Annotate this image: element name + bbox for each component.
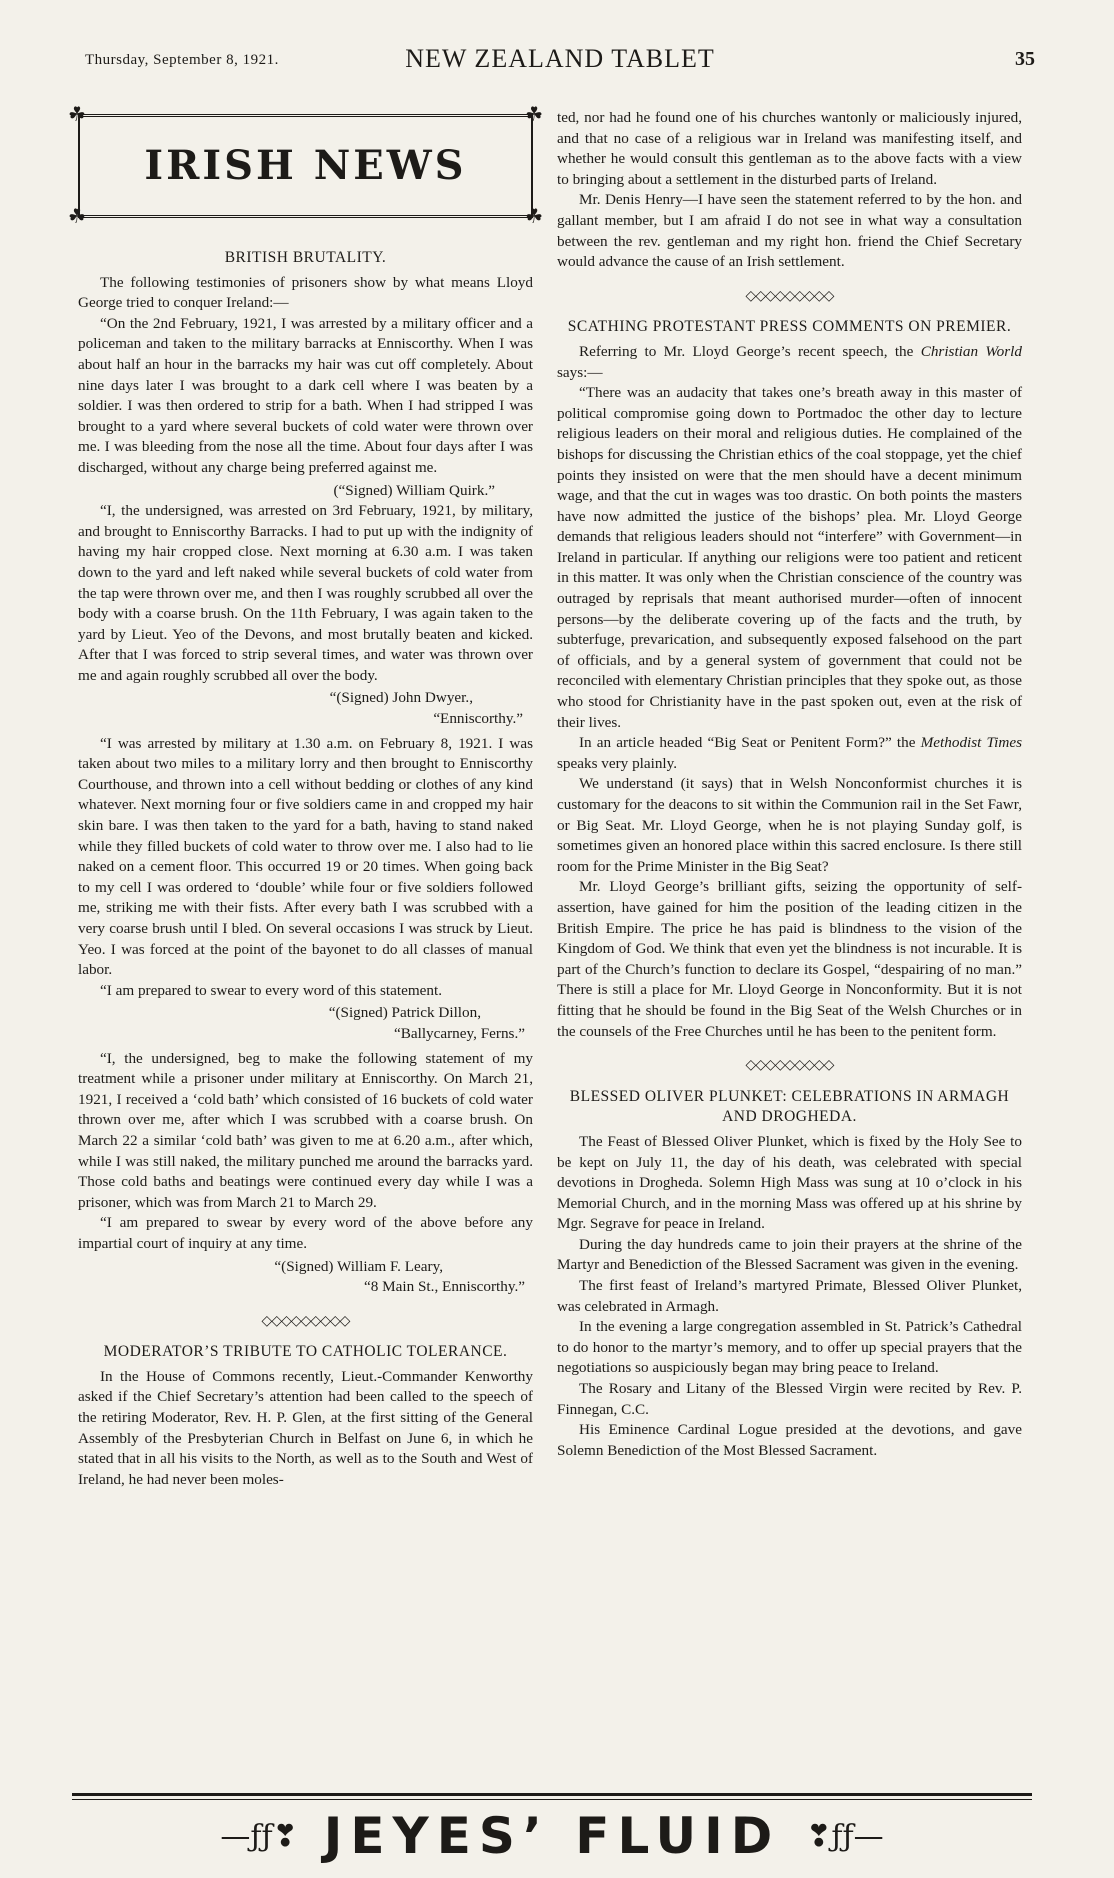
article-headline: MODERATOR’S TRIBUTE TO CATHOLIC TOLERANCE. (103, 1343, 508, 1361)
signature-location: “Enniscorthy.” (433, 710, 523, 728)
article-paragraph-continued: ted, nor had he found one of his churches wantonly or maliciously injured, and that no case of a religious war in Ireland was manifesting itself, and whether he would consult this gentleman as to the above facts with a view to bringing about a settlement in the disturbed parts of Ireland. (557, 109, 1022, 188)
article-paragraph: During the day hundreds came to join their prayers at the shrine of the Martyr and Benediction of the Blessed Sacrament was given in the evening. (557, 1235, 1022, 1274)
issue-date: Thursday, September 8, 1921. (85, 52, 279, 68)
irish-news-banner (68, 104, 543, 228)
signature-location: “Ballycarney, Ferns.” (393, 1024, 525, 1042)
shamrock-icon: ☘ (525, 206, 543, 228)
testimony-paragraph: “I am prepared to swear by every word of the above before any impartial court of inquiry at any time. (78, 1214, 533, 1252)
flourish-ornament-icon: ❣ƒƒ— (806, 1818, 884, 1854)
advertisement-banner (72, 1806, 1032, 1866)
publication-title: NEW ZEALAND TABLET (405, 44, 715, 73)
publication-name: Methodist Times (920, 734, 1022, 752)
article-paragraph: Mr. Denis Henry—I have seen the statement referred to by the hon. and gallant member, but I am afraid I do not see in what way a consultation between the rev. gentleman and my right hon. friend the Chief Secretary would advance the cause of an Irish settlement. (557, 191, 1022, 271)
article-paragraph: In an article headed “Big Seat or Penitent Form?” the Methodist Times speaks very plainly. (557, 734, 1022, 772)
article-paragraph: We understand (it says) that in Welsh Nonconformist churches it is customary for the deacons to sit within the Communion rail in the Set Fawr, or Big Seat. Mr. Lloyd George, when he is not playing Sunday golf, is sometimes given an honored place within this sacred enclosure. Is there still room for the Prime Minister in the Big Seat? (557, 775, 1022, 875)
advertisement-text: JEYES’ FLUID (323, 1807, 781, 1865)
article-paragraph: The following testimonies of prisoners show by what means Lloyd George tried to conquer Ireland:— (78, 273, 533, 312)
signature-location: “8 Main St., Enniscorthy.” (364, 1278, 525, 1296)
testimony-paragraph: “I am prepared to swear to every word of this statement. (100, 981, 443, 999)
signature: “(Signed) Patrick Dillon, (328, 1004, 481, 1022)
left-column (68, 104, 543, 1490)
article-paragraph: In the House of Commons recently, Lieut.-Commander Kenworthy asked if the Chief Secretary’s attention had been called to the speech of the retiring Moderator, Rev. H. P. Glen, at the first sitting of the General Assembly of the Presbyterian Church in Belfast on June 6, in which he stated that in all his visits to the North, as well as to the South and West of Ireland, he had never been moles- (78, 1367, 533, 1488)
article-paragraph: Referring to Mr. Lloyd George’s recent speech, the Christian World says:— (557, 342, 1022, 381)
signature: “(Signed) John Dwyer., (329, 689, 473, 707)
article-paragraph: In the evening a large congregation assembled in St. Patrick’s Cathedral to do honor to the martyr’s memory, and to offer up special prayers that the negotiations so auspiciously began may bring peace to Ireland. (557, 1318, 1022, 1377)
testimony-paragraph: “On the 2nd February, 1921, I was arrested by a military officer and a policeman and taken to the military barracks at Enniscorthy. When I was about half an hour in the barracks my hair was cut off completely. About nine days later I was brought to a dark cell where I was beaten by a soldier. I was then ordered to strip for a bath. When I had stripped I was brought to a yard where several buckets of cold water were thrown over me. I was bleeding from the nose all the time. About four days after I was discharged, without any charge being preferred against me. (78, 314, 533, 476)
article-paragraph: Mr. Lloyd George’s brilliant gifts, seizing the opportunity of self-assertion, have gained for him the position of the leading citizen in the British Empire. The price he has paid is blindness to the vision of the Kingdom of God. We think that even yet the blindness is not incurable. It is part of the Church’s function to declare its Gospel, “despairing of no man.” There is still a place for Mr. Lloyd George in Nonconformity. But it is not fitting that he should be found in the Big Seat of the Welsh Churches or in the counsels of the Free Churches until he has been to the penitent form. (557, 878, 1022, 1040)
article-headline: SCATHING PROTESTANT PRESS COMMENTS ON PREMIER. (567, 318, 1012, 336)
section-title: IRISH NEWS (144, 141, 467, 189)
section-divider: ◇◇◇◇◇◇◇◇◇ (745, 288, 834, 304)
shamrock-icon: ☘ (68, 104, 86, 126)
footer-rule (72, 1799, 1032, 1800)
section-divider: ◇◇◇◇◇◇◇◇◇ (261, 1313, 350, 1329)
article-paragraph: The first feast of Ireland’s martyred Primate, Blessed Oliver Plunket, was celebrated in Armagh. (557, 1277, 1022, 1315)
article-paragraph: “There was an audacity that takes one’s breath away in this master of political compromise going down to Portmadoc the other day to lecture religious leaders on their moral and religious duties. He complained of the bishops for discussing the Christian ethics of the coal stoppage, yet the chief points they insisted on were that the men should have a decent minimum wage, and that the cut in wages was too drastic. On both points the masters have now admitted the justice of the bishops’ plea. Mr. Lloyd George demands that religious leaders should not “interfere” with Government—in Ireland in particular. If anything our religions were too patient and reticent in this matter. It was only when the Christian conscience of the country was outraged by reprisals that meant authorised murder—often of innocent persons—by the deliberate covering up of the facts and the truth, by subterfuge, prevarication, and subsequently exposed falsehood on the part of officials, and by a general system of government that could not be reconciled with elementary Christian principles that they spoke out, as those who stood for Christianity have in the past spoken out, even at the risk of their lives. (557, 384, 1022, 731)
article-headline: BLESSED OLIVER PLUNKET: CELEBRATIONS IN ARMAGH AND DROGHEDA. (569, 1087, 1010, 1126)
signature: “(Signed) William F. Leary, (274, 1257, 443, 1275)
article-paragraph: The Rosary and Litany of the Blessed Virgin were recited by Rev. P. Finnegan, C.C. (557, 1380, 1022, 1418)
page-number: 35 (1015, 48, 1035, 70)
footer-rule (72, 1793, 1032, 1796)
testimony-paragraph: “I, the undersigned, was arrested on 3rd February, 1921, by military, and brought to Enniscorthy Barracks. I had to put up with the indignity of having my hair cropped close. Next morning at 6.30 a.m. I was taken down to the yard and left naked while several buckets of cold water from the tap were thrown over me, and then I was roughly scrubbed all over the body with a coarse brush. On the 11th February, I was again taken to the yard by Lieut. Yeo of the Devons, and most brutally beaten and kicked. After that I was forced to strip several times, and water was thrown over me and again roughly scrubbed all over the body. (78, 502, 533, 684)
section-divider: ◇◇◇◇◇◇◇◇◇ (745, 1058, 834, 1074)
testimony-paragraph: “I was arrested by military at 1.30 a.m. on February 8, 1921. I was taken about two miles to a military lorry and then brought to Enniscorthy Courthouse, and thrown into a cell without bedding or clothes of any kind whatever. Next morning four or five soldiers came in and cropped my hair skin bare. I was then taken to the yard for a bath, having to stand naked while they filled buckets of cold water to throw over me. I also had to lie naked on a cement floor. This occurred 19 or 20 times. When going back to my cell I was ordered to ‘double’ while four or five soldiers followed me, striking me with their fists. After every bath I was scrubbed with a very coarse brush until I bled. On several occasions I was struck by Lieut. Yeo. I was forced at the point of the bayonet to do all classes of manual labor. (78, 734, 533, 979)
signature: (“Signed) William Quirk.” (333, 481, 495, 499)
article-headline: BRITISH BRUTALITY. (224, 249, 387, 266)
publication-name: Christian World (920, 342, 1022, 360)
flourish-ornament-icon: —ƒƒ❣ (220, 1818, 298, 1854)
testimony-paragraph: “I, the undersigned, beg to make the following statement of my treatment while a prisoner under military at Enniscorthy. On March 21, 1921, I received a ‘cold bath’ which consisted of 16 buckets of cold water thrown over me, after which I was scrubbed with a coarse brush. On March 22 a similar ‘cold bath’ was given to me at 6.20 a.m., after which, while I was still naked, the military punched me around the barracks yard. Those cold baths and beatings were continued every day while I was a prisoner, which was from March 21 to March 29. (78, 1049, 533, 1211)
shamrock-icon: ☘ (68, 206, 86, 228)
article-paragraph: The Feast of Blessed Oliver Plunket, which is fixed by the Holy See to be kept on July 11, the day of his death, was celebrated with special devotions in Drogheda. Solemn High Mass was sung at 10 o’clock in his Memorial Church, and in the morning Mass was offered up at his shrine by Mgr. Segrave for peace in Ireland. (557, 1132, 1022, 1233)
masthead (85, 42, 1035, 78)
article-paragraph: His Eminence Cardinal Logue presided at the devotions, and gave Solemn Benediction of the Most Blessed Sacrament. (557, 1421, 1022, 1459)
shamrock-icon: ☘ (525, 104, 543, 126)
right-column (557, 108, 1022, 1461)
